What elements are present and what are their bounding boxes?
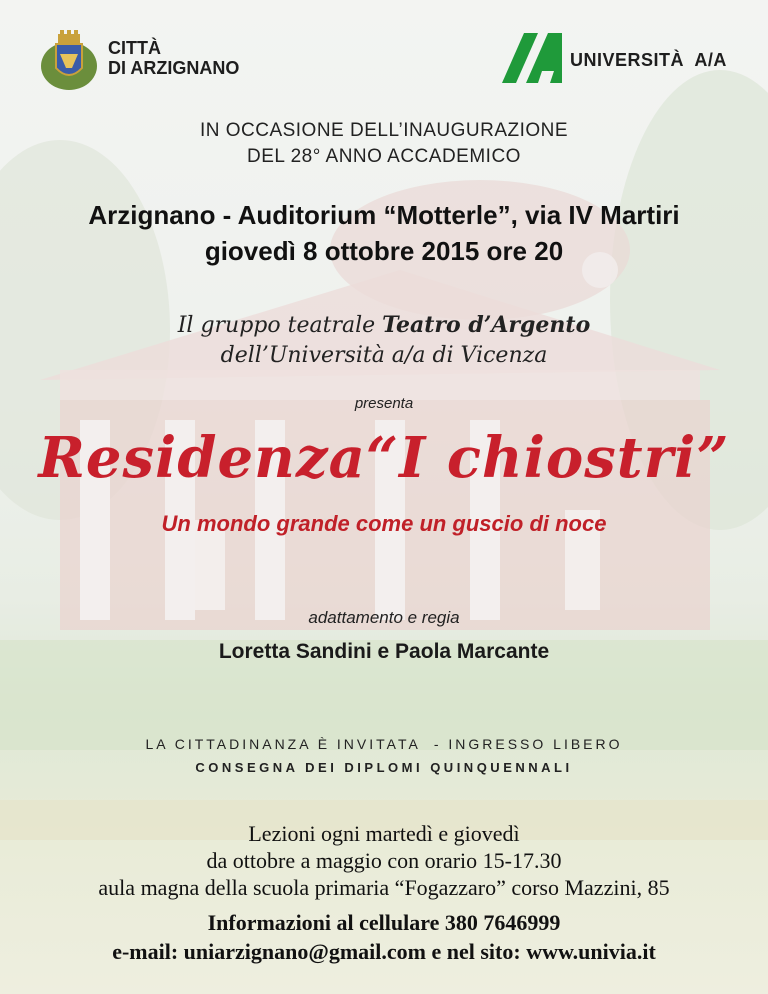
contact-info <box>0 908 768 966</box>
lessons-line2: da ottobre a maggio con orario 15-17.30 <box>206 848 562 873</box>
invite-notice: LA CITTADINANZA È INVITATA - INGRESSO LIBERO <box>145 736 623 752</box>
group-intro: Il gruppo teatrale <box>177 313 383 338</box>
credits-authors: Loretta Sandini e Paola Marcante <box>218 640 550 663</box>
occasion-line2: DEL 28° ANNO ACCADEMICO <box>247 146 521 167</box>
show-title: Residenza“I chiostri” <box>38 425 730 491</box>
presenta-label: presenta <box>354 395 414 412</box>
university-aa-logo-icon <box>502 33 562 83</box>
university-name: UNIVERSITÀ A/A <box>570 50 727 70</box>
city-name-line2: DI ARZIGNANO <box>108 58 240 78</box>
city-name-line1: CITTÀ <box>108 38 161 58</box>
diplomi-notice: CONSEGNA DEI DIPLOMI QUINQUENNALI <box>195 760 573 775</box>
contact-email-site: e-mail: uniarzignano@gmail.com e nel sito: www.univia.it <box>112 939 656 964</box>
lessons-info <box>0 820 768 901</box>
contact-phone: Informazioni al cellulare 380 7646999 <box>207 910 561 935</box>
occasion-line1: IN OCCASIONE DELL’INAUGURAZIONE <box>199 120 569 141</box>
city-name <box>108 38 239 78</box>
occasion-text <box>0 118 768 170</box>
group-name: Teatro d’Argento <box>382 312 591 338</box>
event-venue-date <box>0 197 768 269</box>
lessons-line1: Lezioni ogni martedì e giovedì <box>248 821 520 846</box>
lessons-line3: aula magna della scuola primaria “Fogazzaro” corso Mazzini, 85 <box>98 875 670 900</box>
theater-group <box>0 310 768 371</box>
group-affiliation: dell’Università a/a di Vicenza <box>220 343 548 368</box>
show-subtitle: Un mondo grande come un guscio di noce <box>161 511 607 536</box>
event-datetime: giovedì 8 ottobre 2015 ore 20 <box>204 236 564 266</box>
credits-label: adattamento e regia <box>308 608 460 627</box>
event-venue: Arzignano - Auditorium “Motterle”, via IV Martiri <box>88 200 680 230</box>
city-coat-of-arms-icon <box>38 24 100 94</box>
